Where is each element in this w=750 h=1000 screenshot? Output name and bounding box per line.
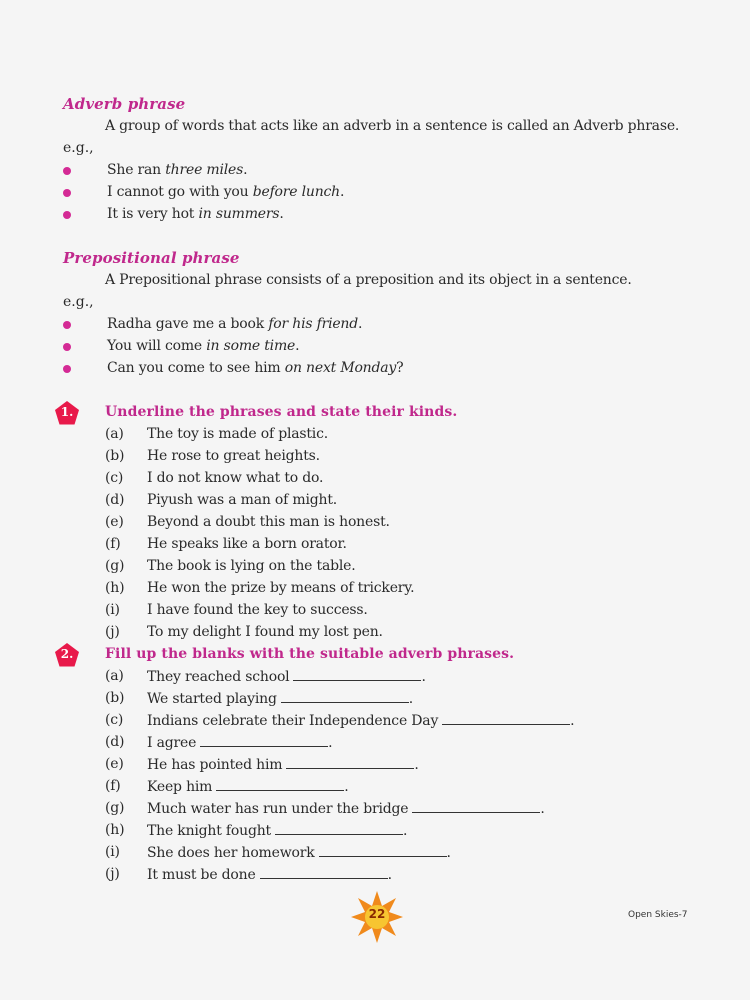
example-phrase: in summers [198,206,280,222]
item-label: (a) [105,426,124,442]
item-text [147,558,355,574]
item-label: (f) [105,536,121,552]
item-sentence: The knight fought [147,823,271,839]
item-punctuation: . [328,735,333,751]
item-sentence: Much water has run under the bridge [147,801,409,817]
item-label: (g) [105,558,125,574]
item-text [147,602,368,618]
item-label: (b) [105,448,125,464]
item-sentence: The toy is made of plastic. [147,426,328,442]
item-punctuation: . [570,713,575,729]
item-sentence: He has pointed him [147,757,283,773]
fill-in-blank[interactable] [275,822,403,835]
item-sentence: The book is lying on the table. [147,558,356,574]
bullet-icon [63,167,71,175]
item-sentence: Piyush was a man of might. [147,492,337,508]
adverb-eg-label: e.g., [63,140,94,156]
example-plain-text: Radha gave me a book [107,316,269,332]
item-sentence: To my delight I found my lost pen. [147,624,383,640]
item-sentence: She does her homework [147,845,315,861]
item-text [147,426,328,442]
item-text [147,800,545,817]
item-punctuation: . [540,801,545,817]
bullet-icon [63,211,71,219]
item-label: (c) [105,712,124,728]
item-text [147,448,320,464]
item-text [147,470,323,486]
example-text [107,360,403,376]
page-number: 22 [368,907,386,921]
item-sentence: I have found the key to success. [147,602,368,618]
example-punctuation: . [279,206,284,222]
example-text [107,184,344,200]
item-label: (d) [105,492,125,508]
item-sentence: He won the prize by means of trickery. [147,580,415,596]
example-phrase: in some time [206,338,296,354]
fill-in-blank[interactable] [216,778,344,791]
prepositional-phrase-definition: A Prepositional phrase consists of a preposition and its object in a sentence. [105,272,632,288]
item-label: (i) [105,602,120,618]
example-punctuation: . [339,184,345,200]
example-punctuation: . [358,316,363,332]
item-sentence: Beyond a doubt this man is honest. [147,514,390,530]
item-sentence: I agree [147,735,197,751]
item-punctuation: . [414,757,419,773]
prepositional-phrase-heading: Prepositional phrase [63,249,240,267]
exercise-title: Underline the phrases and state their kinds. [105,404,458,420]
item-punctuation: . [421,669,426,685]
item-sentence: I do not know what to do. [147,470,324,486]
example-phrase: three miles [165,162,244,178]
item-text [147,734,332,751]
item-text [147,822,407,839]
item-sentence: We started playing [147,691,277,707]
item-sentence: He speaks like a born orator. [147,536,347,552]
fill-in-blank[interactable] [286,756,414,769]
item-sentence: They reached school [147,669,290,685]
item-label: (h) [105,580,125,596]
adverb-phrase-heading: Adverb phrase [63,95,186,113]
example-text [107,162,247,178]
item-label: (h) [105,822,125,838]
bullet-icon [63,321,71,329]
example-plain-text: I cannot go with you [107,184,253,200]
adverb-phrase-definition: A group of words that acts like an adverb in a sentence is called an Adverb phrase. [105,118,680,134]
example-phrase: on next Monday [284,360,397,376]
fill-in-blank[interactable] [412,800,540,813]
item-label: (i) [105,844,120,860]
item-text [147,712,574,729]
fill-in-blank[interactable] [281,690,409,703]
item-text [147,492,337,508]
item-label: (e) [105,514,124,530]
item-text [147,756,419,773]
item-label: (b) [105,690,125,706]
item-text [147,778,349,795]
item-text [147,514,390,530]
exercise-number: 2. [60,647,74,661]
example-text [107,206,284,222]
item-sentence: He rose to great heights. [147,448,320,464]
exercise-number: 1. [60,405,74,419]
item-text [147,668,426,685]
item-label: (g) [105,800,125,816]
example-plain-text: You will come [107,338,207,354]
item-text [147,624,383,640]
item-sentence: Keep him [147,779,213,795]
item-punctuation: . [402,823,408,839]
prepositional-eg-label: e.g., [63,294,94,310]
item-label: (f) [105,778,121,794]
item-text [147,690,413,707]
example-text [107,316,362,332]
item-text [147,536,347,552]
item-punctuation: . [387,867,392,883]
example-plain-text: It is very hot [107,206,199,222]
item-text [147,866,392,883]
example-phrase: for his friend [268,316,359,332]
item-label: (c) [105,470,124,486]
item-text [147,580,414,596]
exercise-title: Fill up the blanks with the suitable adverb phrases. [105,646,515,662]
example-punctuation: . [295,338,300,354]
book-title-footer: Open Skies-7 [628,910,688,920]
example-punctuation: . [243,162,248,178]
bullet-icon [63,365,71,373]
bullet-icon [63,189,71,197]
item-text [147,844,451,861]
item-punctuation: . [408,691,413,707]
fill-in-blank[interactable] [200,734,328,747]
fill-in-blank[interactable] [293,668,421,681]
item-sentence: It must be done [147,867,256,883]
fill-in-blank[interactable] [442,712,570,725]
fill-in-blank[interactable] [260,866,388,879]
item-label: (a) [105,668,124,684]
example-text [107,338,299,354]
item-label: (d) [105,734,125,750]
example-plain-text: She ran [107,162,166,178]
item-punctuation: . [446,845,451,861]
example-phrase: before lunch [252,184,340,200]
example-plain-text: Can you come to see him [107,360,285,376]
item-label: (j) [105,866,120,882]
bullet-icon [63,343,71,351]
item-label: (j) [105,624,120,640]
fill-in-blank[interactable] [319,844,447,857]
example-punctuation: ? [396,360,404,376]
item-punctuation: . [344,779,349,795]
item-sentence: Indians celebrate their Independence Day [147,713,439,729]
item-label: (e) [105,756,124,772]
